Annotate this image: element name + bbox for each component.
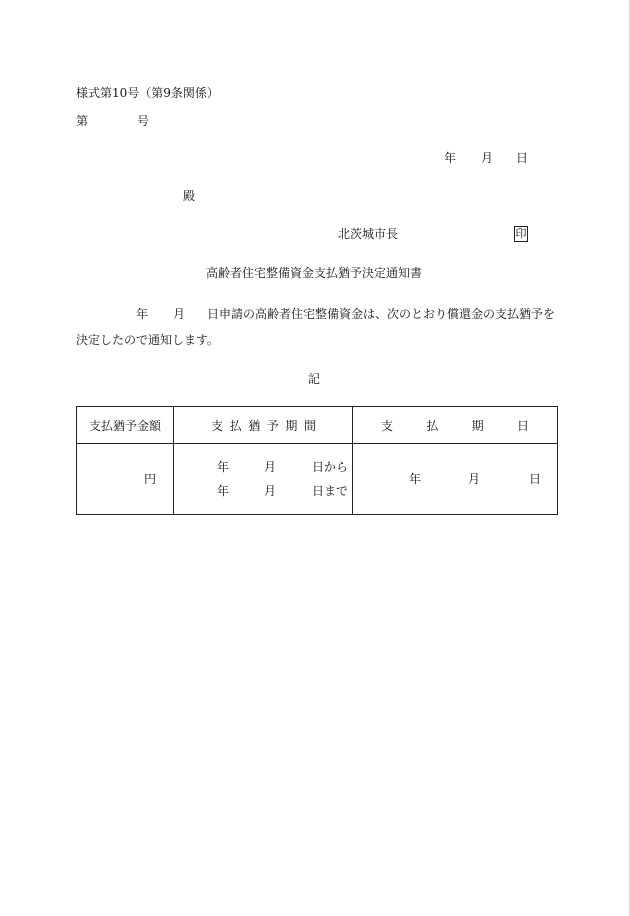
- addressee-suffix: 殿: [183, 189, 196, 203]
- doc-number-dai: 第: [76, 114, 89, 128]
- header-amount: 支払猶予金額: [77, 407, 174, 444]
- header-due-char: 期: [471, 418, 484, 433]
- amount-cell: [77, 444, 174, 515]
- date-top-month: 月: [481, 151, 494, 165]
- table-header-row: [77, 407, 558, 444]
- form-number: 様式第10号（第9条関係）: [76, 86, 219, 100]
- header-due-char: 支: [381, 418, 394, 433]
- seal-text: 印: [515, 227, 527, 240]
- body-line1: 日申請の高齢者住宅整備資金は、次のとおり償還金の支払猶予を: [207, 307, 556, 321]
- due-year: 年: [409, 472, 422, 486]
- body-year: 年: [136, 307, 149, 321]
- ki-heading: 記: [308, 372, 321, 386]
- to-year: 年: [217, 484, 230, 498]
- to-day: 日まで: [312, 484, 349, 498]
- due-date-cell: [353, 444, 558, 515]
- table-row: [77, 444, 558, 515]
- period-cell: [174, 444, 353, 515]
- header-period-char: 猶: [248, 418, 261, 433]
- seal-stamp-icon: [514, 226, 528, 242]
- header-period: [174, 407, 353, 444]
- document-title: 高齢者住宅整備資金支払猶予決定通知書: [206, 266, 423, 280]
- payment-table: [76, 406, 558, 515]
- header-period-char: 間: [303, 418, 316, 433]
- header-period-char: 支: [211, 418, 224, 433]
- header-due-char: 払: [426, 418, 439, 433]
- from-month: 月: [264, 460, 277, 474]
- issuer-title: 北茨城市長: [338, 227, 399, 241]
- header-due-date: [353, 407, 558, 444]
- date-top-day: 日: [516, 151, 529, 165]
- from-day: 日から: [312, 460, 349, 474]
- body-line2: 決定したので通知します。: [76, 333, 220, 347]
- body-month: 月: [173, 307, 186, 321]
- doc-number-go: 号: [137, 114, 150, 128]
- header-due-char: 日: [516, 418, 529, 433]
- header-period-char: 期: [285, 418, 298, 433]
- header-period-char: 予: [266, 418, 279, 433]
- due-month: 月: [468, 472, 481, 486]
- to-month: 月: [264, 484, 277, 498]
- date-top-year: 年: [444, 151, 457, 165]
- header-period-char: 払: [229, 418, 242, 433]
- due-day: 日: [529, 472, 542, 486]
- yen-unit: 円: [144, 472, 157, 486]
- from-year: 年: [217, 460, 230, 474]
